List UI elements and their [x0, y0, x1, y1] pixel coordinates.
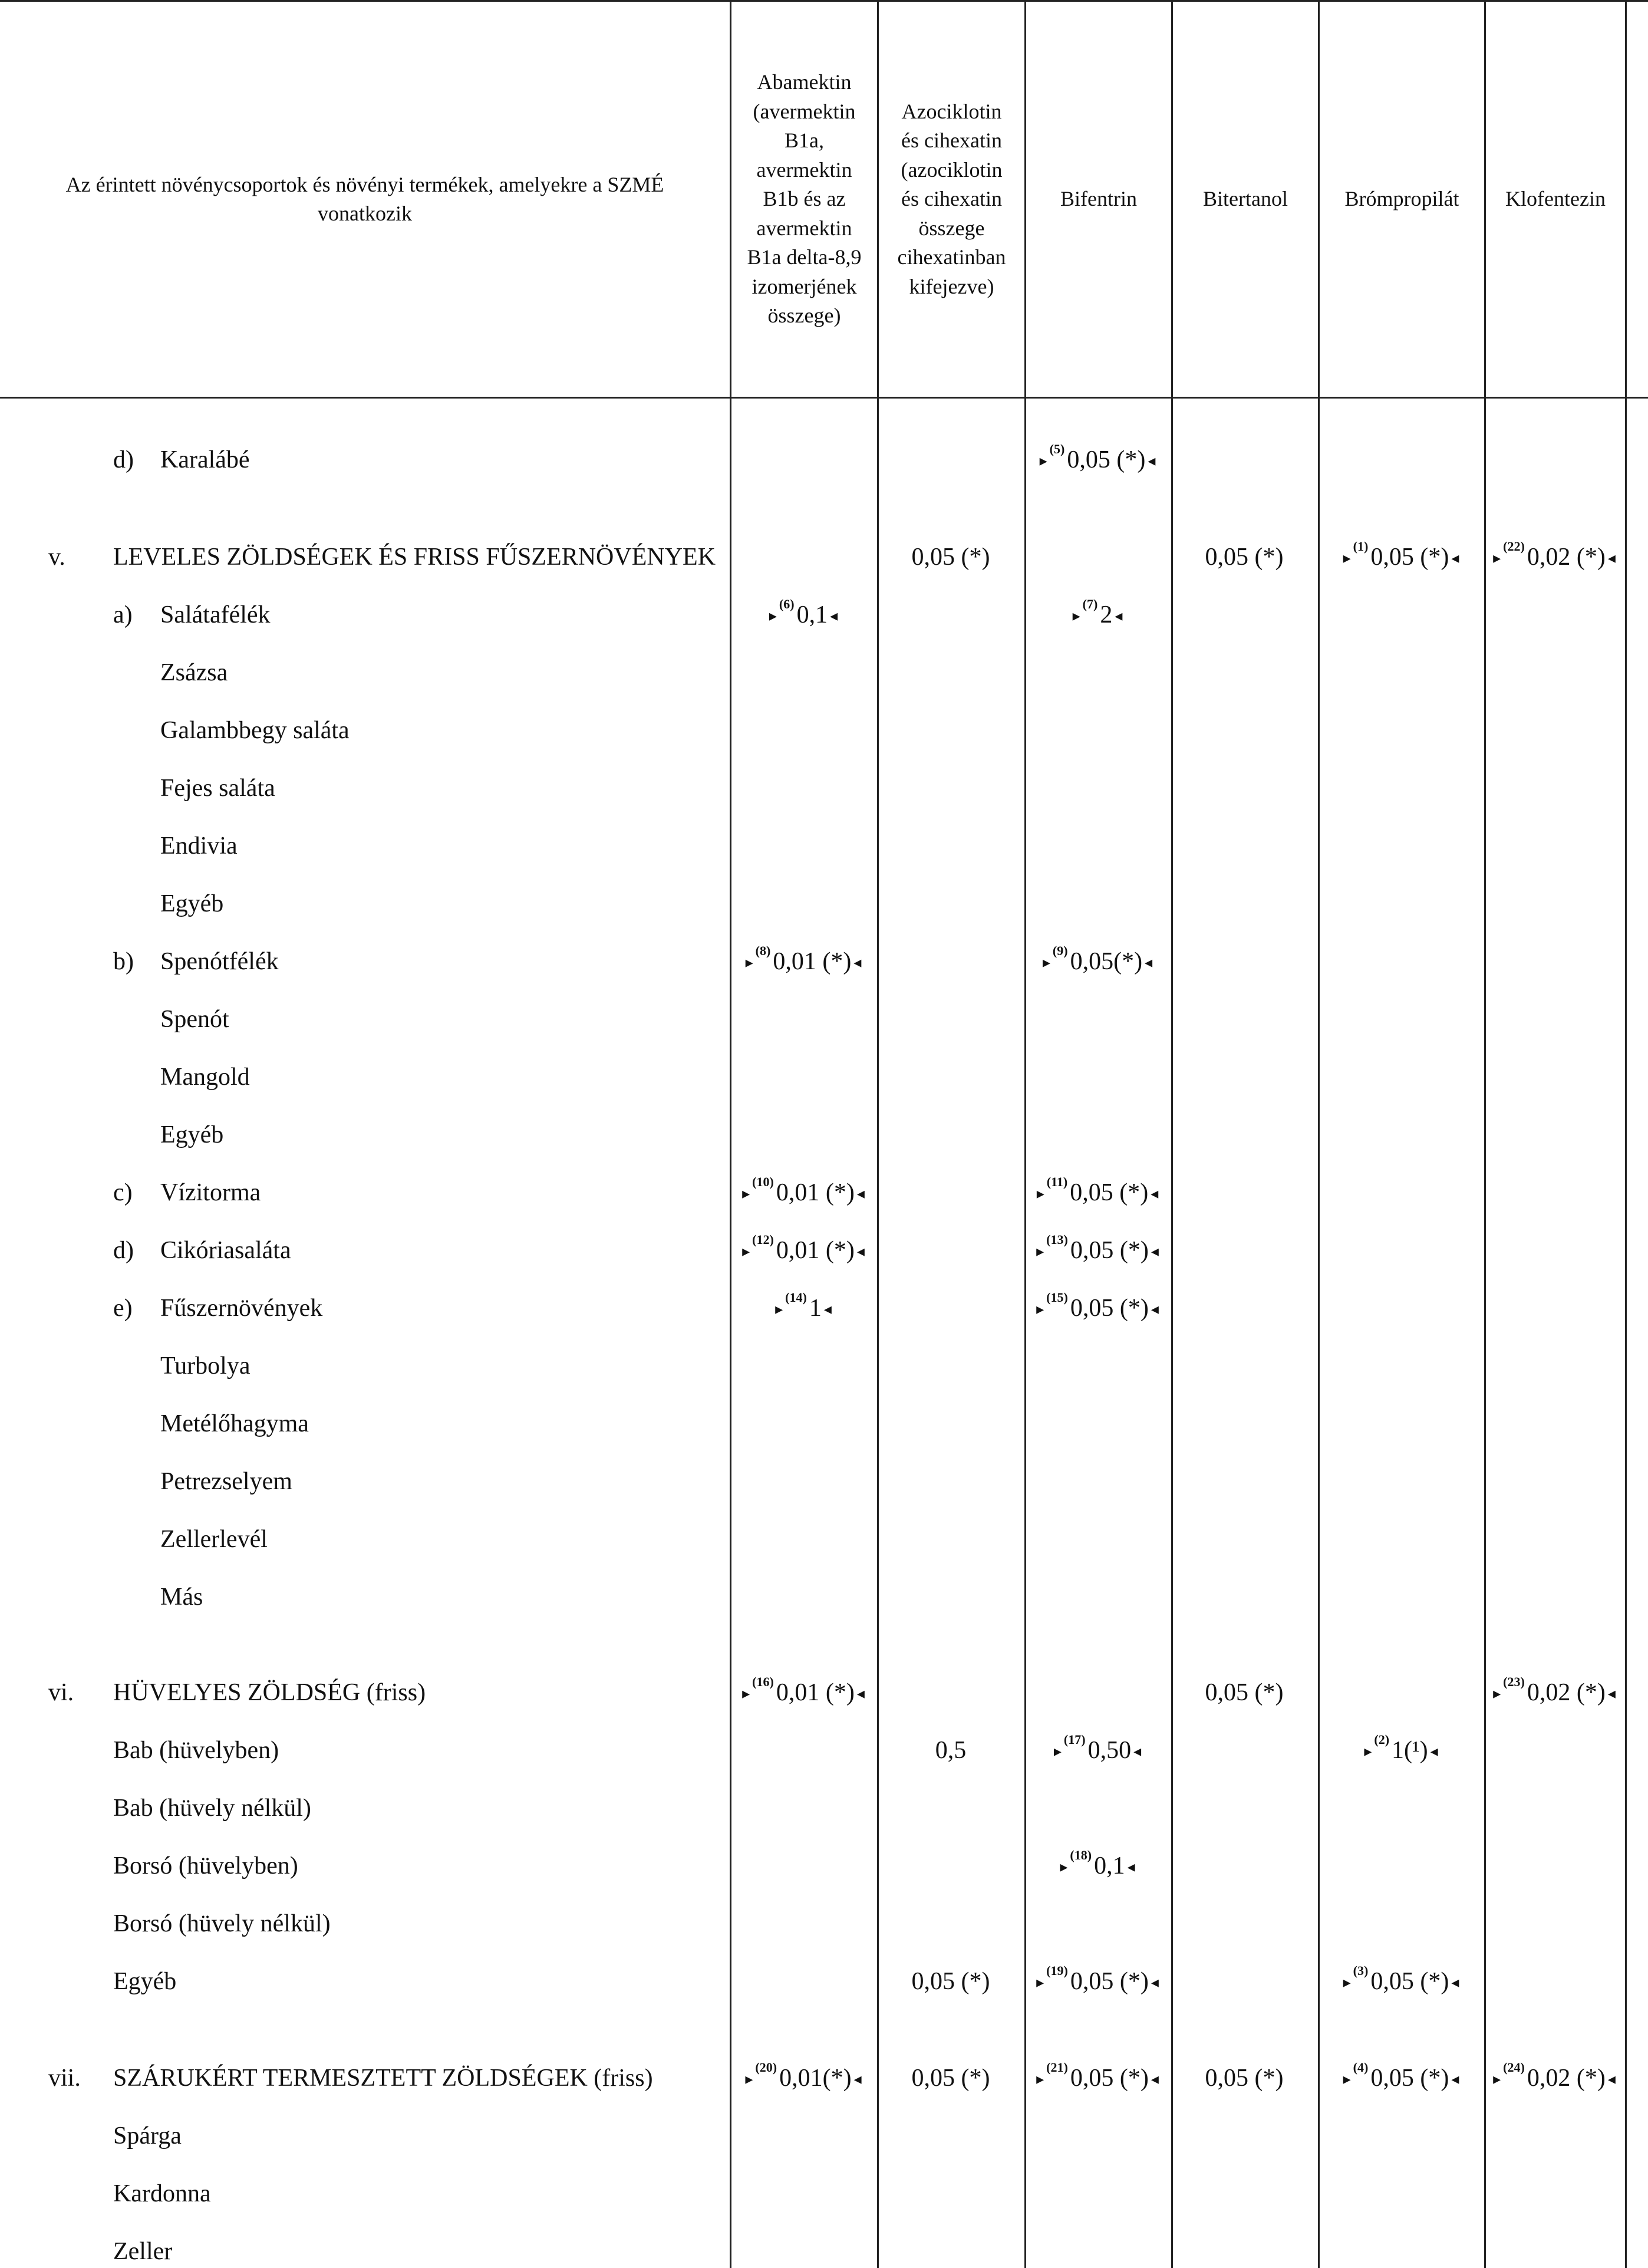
mrl-value	[1362, 1734, 1440, 1767]
mrl-value	[767, 598, 840, 631]
mrl-value-text: 2	[1100, 601, 1113, 628]
row-crop-name: Bab (hüvely nélkül)	[113, 1795, 311, 1822]
amendment-open-marker: ▸	[1042, 954, 1050, 972]
mrl-value	[1341, 2062, 1462, 2095]
mrl-value	[1037, 443, 1158, 476]
header-groups	[0, 2, 730, 397]
mrl-value-text: 0,05 (*)	[911, 1968, 990, 1995]
amendment-open-marker: ▸	[1036, 2071, 1044, 2088]
amendment-open-marker: ▸	[1036, 1974, 1044, 1992]
row-crop-name: Petrezselyem	[160, 1468, 292, 1495]
amendment-close-marker: ◂	[830, 607, 838, 625]
mrl-value-text: 0,02 (*)	[1527, 2065, 1606, 2092]
amendment-close-marker: ◂	[823, 1301, 832, 1318]
amendment-open-marker: ▸	[742, 1243, 750, 1260]
mrl-value	[912, 541, 990, 574]
row-crop-name: Zsázsa	[160, 659, 228, 686]
amendment-close-marker: ◂	[1145, 954, 1153, 972]
footnote-ref: (9)	[1052, 943, 1068, 958]
mrl-value-text: 0,05(*)	[1070, 948, 1143, 975]
amendment-open-marker: ▸	[1072, 607, 1080, 625]
mrl-value	[1205, 1676, 1284, 1709]
row-letter: d)	[113, 446, 134, 473]
footnote-ref: (5)	[1049, 442, 1065, 456]
row-crop-name: Zellerlevél	[160, 1526, 268, 1553]
row-letter: c)	[113, 1179, 133, 1206]
mrl-value-text: 0,01(*)	[779, 2065, 852, 2092]
footnote-ref: (3)	[1353, 1963, 1369, 1978]
amendment-open-marker: ▸	[1364, 1743, 1372, 1760]
mrl-value	[743, 945, 864, 978]
mrl-value-text: 0,05 (*)	[1370, 544, 1449, 571]
row-crop-name: Salátafélék	[160, 601, 271, 628]
mrl-value	[1040, 945, 1155, 978]
row-crop-name: Mangold	[160, 1064, 250, 1091]
footnote-ref: (14)	[785, 1290, 807, 1305]
amendment-close-marker: ◂	[1151, 1185, 1159, 1203]
mrl-value	[1034, 1234, 1161, 1267]
row-crop-name: Fűszernövények	[160, 1295, 323, 1322]
amendment-close-marker: ◂	[1148, 452, 1156, 470]
mrl-value	[740, 1676, 867, 1709]
mrl-value	[740, 1176, 867, 1209]
mrl-value	[1034, 2062, 1161, 2095]
amendment-close-marker: ◂	[856, 1185, 865, 1203]
footnote-ref: (1)	[1353, 539, 1369, 554]
row-crop-name: Borsó (hüvely nélkül)	[113, 1910, 331, 1937]
amendment-open-marker: ▸	[1493, 2071, 1501, 2088]
header-groups-text: Az érintett növénycsoportok és növényi termékek, amelyekre a SZMÉ vonatkozik	[65, 172, 664, 225]
amendment-open-marker: ▸	[1343, 1974, 1351, 1992]
footnote-ref: (23)	[1503, 1674, 1525, 1689]
footnote-ref: (17)	[1063, 1732, 1086, 1747]
mrl-value-text: 0,05 (*)	[1205, 2065, 1284, 2092]
amendment-close-marker: ◂	[853, 2071, 862, 2088]
row-crop-name: Kardonna	[113, 2180, 211, 2207]
amendment-open-marker: ▸	[769, 607, 777, 625]
footnote-ref: (22)	[1503, 539, 1525, 554]
row-crop-name: Galambbegy saláta	[160, 717, 350, 744]
header-bifenthrin	[1026, 2, 1171, 397]
header-azocyclotin	[879, 2, 1024, 397]
amendment-close-marker: ◂	[856, 1685, 865, 1703]
amendment-close-marker: ◂	[1151, 2071, 1159, 2088]
mrl-value	[1205, 2062, 1284, 2095]
amendment-close-marker: ◂	[1151, 1243, 1159, 1260]
row-crop-name: Egyéb	[160, 1121, 224, 1148]
row-crop-name: Endivia	[160, 832, 238, 860]
row-crop-name: Egyéb	[160, 890, 224, 917]
row-crop-name: HÜVELYES ZÖLDSÉG (friss)	[113, 1679, 426, 1706]
amendment-close-marker: ◂	[856, 1243, 865, 1260]
amendment-close-marker: ◂	[1607, 549, 1616, 567]
header-clofentezine-text: Klofentezin	[1505, 187, 1606, 211]
mrl-value-text: 0,02 (*)	[1527, 1679, 1606, 1706]
header-bromopropylate-text: Brómpropilát	[1344, 187, 1459, 211]
row-crop-name: Spenót	[160, 1006, 229, 1033]
row-letter: b)	[113, 948, 134, 975]
amendment-open-marker: ▸	[1493, 549, 1501, 567]
mrl-value	[912, 2062, 990, 2095]
amendment-close-marker: ◂	[853, 954, 862, 972]
mrl-value-text: 0,05 (*)	[1070, 2065, 1149, 2092]
amendment-close-marker: ◂	[1115, 607, 1123, 625]
amendment-open-marker: ▸	[1036, 1301, 1044, 1318]
row-number: v.	[48, 544, 65, 571]
mrl-value-text: 0,05 (*)	[911, 2065, 990, 2092]
amendment-open-marker: ▸	[1053, 1743, 1062, 1760]
mrl-value	[1057, 1849, 1137, 1882]
mrl-value-text: 0,05 (*)	[1205, 1679, 1284, 1706]
footnote-ref: (20)	[755, 2060, 777, 2075]
mrl-value	[935, 1734, 967, 1767]
mrl-value	[912, 1965, 990, 1998]
footnote-ref: (16)	[752, 1674, 774, 1689]
row-letter: e)	[113, 1295, 133, 1322]
header-bromopropylate	[1320, 2, 1484, 397]
amendment-close-marker: ◂	[1607, 2071, 1616, 2088]
mrl-value-text: 0,05 (*)	[911, 544, 990, 571]
row-crop-name: Fejes saláta	[160, 775, 275, 802]
mrl-value	[1491, 1676, 1618, 1709]
mrl-value	[1052, 1734, 1143, 1767]
footnote-ref: (8)	[755, 943, 771, 958]
mrl-value	[1205, 541, 1284, 574]
amendment-close-marker: ◂	[1607, 1685, 1616, 1703]
row-crop-name: Metélőhagyma	[160, 1410, 309, 1437]
header-bottom-border	[0, 397, 1648, 399]
mrl-value-text: 1	[809, 1295, 822, 1322]
mrl-value-text: 0,05 (*)	[1067, 446, 1146, 473]
footnote-ref: (15)	[1046, 1290, 1068, 1305]
row-number: vi.	[48, 1679, 74, 1706]
row-crop-name: Zeller	[113, 2238, 173, 2265]
mrl-value-text: 0,1	[1094, 1852, 1125, 1879]
header-bitertanol	[1173, 2, 1318, 397]
amendment-open-marker: ▸	[775, 1301, 783, 1318]
row-letter: a)	[113, 601, 133, 628]
amendment-close-marker: ◂	[1151, 1301, 1159, 1318]
header-abamectin-text: Abamektin (avermektin B1a, avermektin B1b és az avermektin B1a delta-8,9 izomerjének összege)	[747, 70, 862, 328]
footnote-ref: (2)	[1374, 1732, 1390, 1747]
mrl-value-text: 0,01 (*)	[776, 1679, 855, 1706]
mrl-value-text: 0,05 (*)	[1370, 2065, 1449, 2092]
header-bifenthrin-text: Bifentrin	[1060, 187, 1137, 211]
header-clofentezine	[1486, 2, 1625, 397]
row-crop-name: Borsó (hüvelyben)	[113, 1852, 298, 1879]
footnote-ref: (4)	[1353, 2060, 1369, 2075]
row-crop-name: Vízitorma	[160, 1179, 261, 1206]
mrl-value	[1034, 1292, 1161, 1325]
mrl-value	[1341, 541, 1462, 574]
footnote-ref: (24)	[1503, 2060, 1525, 2075]
amendment-open-marker: ▸	[742, 1185, 750, 1203]
amendment-open-marker: ▸	[1036, 1185, 1044, 1203]
amendment-close-marker: ◂	[1451, 2071, 1459, 2088]
mrl-value-text: 0,05 (*)	[1205, 544, 1284, 571]
row-crop-name: SZÁRUKÉRT TERMESZTETT ZÖLDSÉGEK (friss)	[113, 2065, 653, 2092]
footnote-ref: (6)	[779, 597, 795, 611]
mrl-value	[1491, 2062, 1618, 2095]
mrl-value	[1491, 541, 1618, 574]
amendment-open-marker: ▸	[742, 1685, 750, 1703]
footnote-ref: (19)	[1046, 1963, 1068, 1978]
mrl-value	[1034, 1965, 1161, 1998]
row-letter: d)	[113, 1237, 134, 1264]
mrl-value	[743, 2062, 863, 2095]
row-number: vii.	[48, 2065, 81, 2092]
mrl-value	[1341, 1965, 1462, 1998]
amendment-close-marker: ◂	[1127, 1858, 1135, 1876]
amendment-open-marker: ▸	[1060, 1858, 1068, 1876]
row-crop-name: Bab (hüvelyben)	[113, 1737, 279, 1764]
mrl-value-text: 0,05 (*)	[1070, 1237, 1149, 1264]
column-divider	[1625, 0, 1627, 2268]
footnote-ref: (7)	[1082, 597, 1098, 611]
amendment-open-marker: ▸	[745, 954, 753, 972]
mrl-value-text: 0,01 (*)	[776, 1179, 855, 1206]
row-crop-name: Cikóriasaláta	[160, 1237, 291, 1264]
header-abamectin	[731, 2, 877, 397]
header-bitertanol-text: Bitertanol	[1203, 187, 1288, 211]
mrl-value-text: 0,05 (*)	[1370, 1968, 1449, 1995]
amendment-close-marker: ◂	[1133, 1743, 1142, 1760]
amendment-open-marker: ▸	[1343, 549, 1351, 567]
mrl-value-text: 0,05 (*)	[1070, 1968, 1149, 1995]
header-azocyclotin-text: Azociklotin és cihexatin (azociklotin és cihexatin összege cihexatinban kifejezve)	[897, 99, 1006, 298]
amendment-open-marker: ▸	[1036, 1243, 1044, 1260]
mrl-value-text: 0,5	[935, 1737, 967, 1764]
mrl-value	[740, 1234, 867, 1267]
footnote-ref: (12)	[752, 1232, 774, 1247]
footnote-ref: (11)	[1046, 1174, 1068, 1189]
amendment-close-marker: ◂	[1451, 1974, 1459, 1992]
row-crop-name: Karalábé	[160, 446, 250, 473]
mrl-value	[773, 1292, 834, 1325]
footnote-ref: (18)	[1070, 1848, 1092, 1862]
amendment-close-marker: ◂	[1151, 1974, 1159, 1992]
mrl-value-text: 0,1	[796, 601, 828, 628]
mrl-value	[1034, 1176, 1161, 1209]
row-crop-name: LEVELES ZÖLDSÉGEK ÉS FRISS FŰSZERNÖVÉNYEK	[113, 544, 716, 571]
mrl-value-text: 0,01 (*)	[773, 948, 852, 975]
mrl-value-text: 0,05 (*)	[1070, 1179, 1149, 1206]
amendment-open-marker: ▸	[1039, 452, 1047, 470]
amendment-close-marker: ◂	[1451, 549, 1459, 567]
row-crop-name: Más	[160, 1584, 203, 1611]
mrl-value-text: 0,50	[1087, 1737, 1132, 1764]
mrl-value	[1070, 598, 1125, 631]
amendment-open-marker: ▸	[1493, 1685, 1501, 1703]
footnote-ref: (13)	[1046, 1232, 1068, 1247]
footnote-ref: (10)	[752, 1174, 774, 1189]
amendment-close-marker: ◂	[1430, 1743, 1438, 1760]
mrl-value-text: 0,01 (*)	[776, 1237, 855, 1264]
row-crop-name: Turbolya	[160, 1352, 251, 1380]
row-crop-name: Egyéb	[113, 1968, 177, 1995]
mrl-value-text: 0,02 (*)	[1527, 544, 1606, 571]
row-crop-name: Spárga	[113, 2122, 182, 2150]
amendment-open-marker: ▸	[1343, 2071, 1351, 2088]
footnote-ref: (21)	[1046, 2060, 1068, 2075]
mrl-value-text: 1(¹)	[1392, 1737, 1428, 1764]
mrl-value-text: 0,05 (*)	[1070, 1295, 1149, 1322]
amendment-open-marker: ▸	[745, 2071, 753, 2088]
row-crop-name: Spenótfélék	[160, 948, 279, 975]
